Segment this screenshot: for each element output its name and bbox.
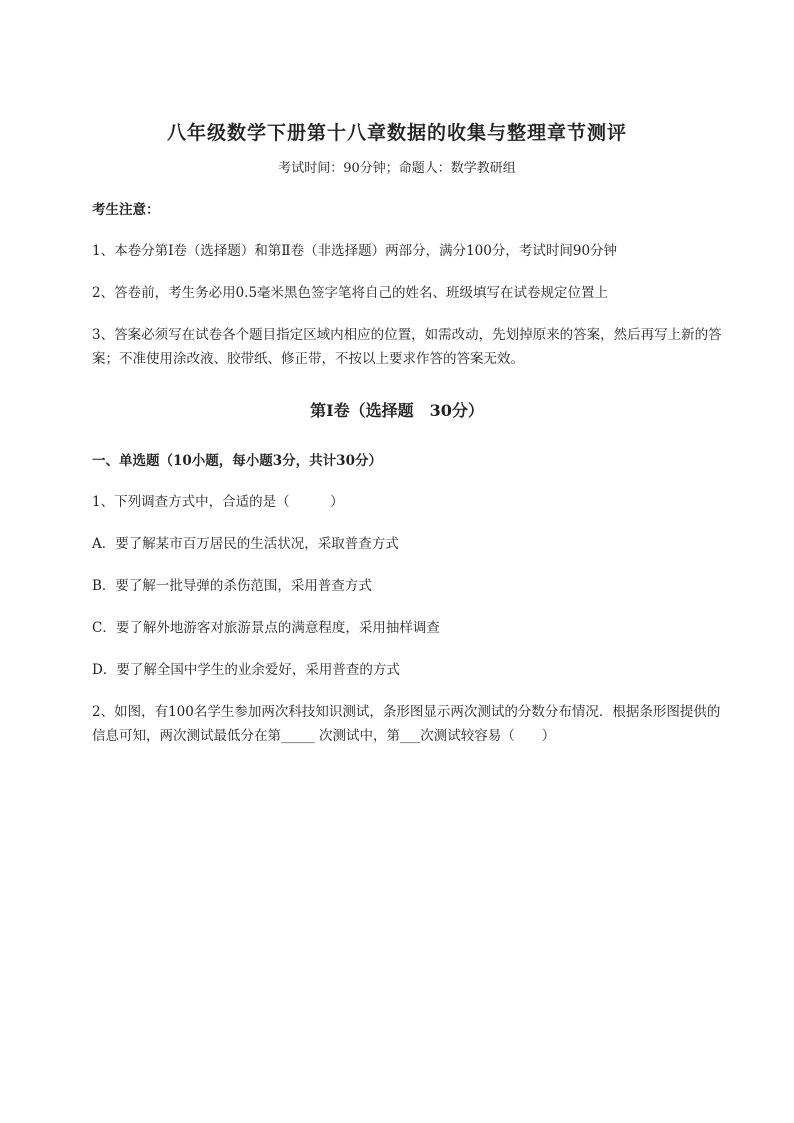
section-title: 第I卷（选择题 30分） [310, 401, 484, 420]
question-1-option-d: D．要了解全国中学生的业余爱好，采用普查的方式 [92, 662, 400, 678]
question-1-option-c: C．要了解外地游客对旅游景点的满意程度，采用抽样调查 [92, 620, 440, 636]
question-1-option-a: A．要了解某市百万居民的生活状况，采取普查方式 [92, 536, 399, 552]
notice-item-2: 2、答卷前，考生务必用0.5毫米黑色签字笔将自己的姓名、班级填写在试卷规定位置上 [92, 285, 609, 301]
part-heading: 一、单选题（10小题，每小题3分，共计30分） [92, 453, 382, 469]
notice-heading: 考生注意： [92, 202, 160, 218]
page-title: 八年级数学下册第十八章数据的收集与整理章节测评 [166, 122, 627, 144]
question-1-stem: 1、下列调查方式中，合适的是（ ） [92, 494, 344, 510]
page-subtitle: 考试时间：90分钟；命题人：数学教研组 [278, 161, 516, 176]
question-2-stem: 2、如图，有100名学生参加两次科技知识测试，条形图显示两次测试的分数分布情况．根据条形图提供的信息可知，两次测试最低分在第_____ 次测试中，第___次测试较容易（ ） [92, 704, 721, 744]
notice-item-1: 1、本卷分第I卷（选择题）和第Ⅱ卷（非选择题）两部分，满分100分，考试时间90分钟 [92, 243, 618, 259]
notice-item-3: 3、答案必须写在试卷各个题目指定区域内相应的位置，如需改动，先划掉原来的答案，然后再写上新的答案；不准使用涂改液、胶带纸、修正带，不按以上要求作答的答案无效。 [92, 327, 722, 367]
question-1-option-b: B．要了解一批导弹的杀伤范围，采用普查方式 [92, 578, 372, 594]
